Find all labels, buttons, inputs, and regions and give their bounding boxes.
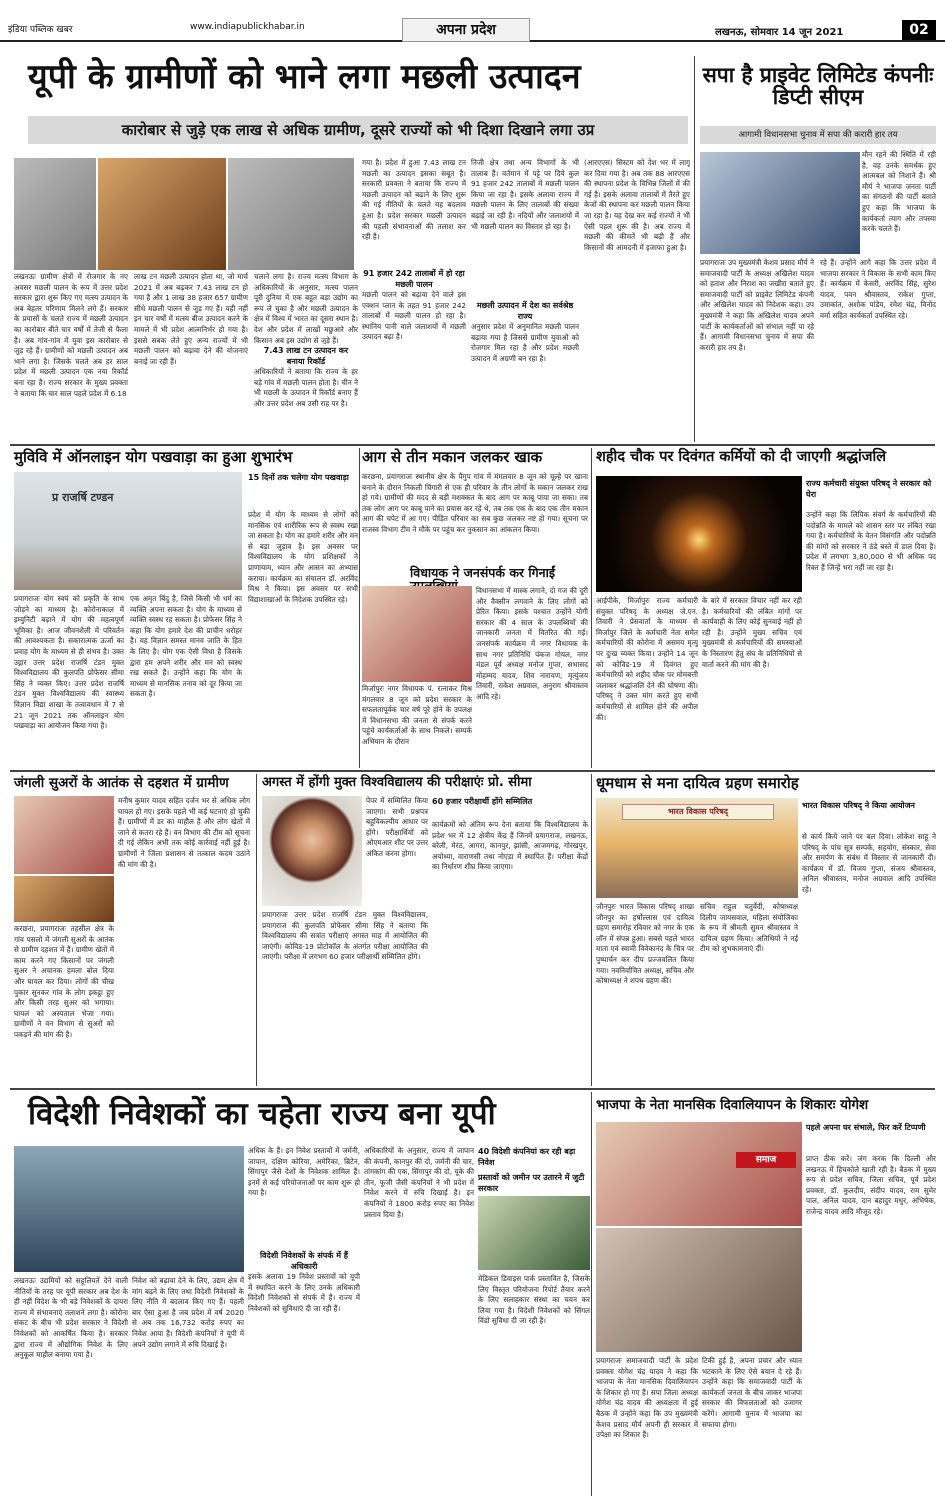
- invest-sub-3: विदेशी निवेशकों के संपर्क में हैं अधिकारी: [259, 1251, 349, 1271]
- bjp-tag: पहले अपना घर संभाले, फिर करें टिप्पणी: [806, 1123, 926, 1132]
- tribute-tag: राज्य कर्मचारी संयुक्त परिषद् ने सरकार को घेरा: [806, 479, 932, 499]
- yoga-col-2: एक अमृत बिंदु है, जिसे किसी भी धर्म का व्यक्ति अपना सकता है। योग के माध्यम से व्यक्ति स्वस्थ रह सकता है। प्रोफेसर सिंह ने कहा कि योग हमारे देश की प्राचीन धरोहर है। यह विज्ञान समस्त मानव जाति के हित के लिए है। योग एक ऐसी विधा है जिसके द्वारा हम अपने शरीर और मन को स्वस्थ रख सकते हैं। उन्होंने कहा कि योग के माध्यम से मानसिक तनाव को दूर किया जा सकता है।: [130, 594, 242, 699]
- fire-headline: आग से तीन मकान जलकर खाक: [362, 448, 543, 466]
- fish-col-1: लखनऊः ग्रामीण क्षेत्रों में रोजगार के नए अवसर मछली पालन के रूप में उत्तर प्रदेश सरकार द्वारा शुरू किए गए मत्स्य उत्पादन के अब बेहतर परिणाम मिलने लगे हैं। सरकार के प्रयासों के चलते राज्य में मछली उत्पादन का कारोबार बीते चार वर्षों में तेजी से फैला है। अब गांव-गांव में युवा इस कारोबार से जुड़ रहे हैं। ग्रामीणों को मछली उत्पादन अब भाने लगा है। जिसके चलते अब हर साल प्रदेश में मछली उत्पादन एक नया रिकॉर्ड बना रहा है। राज्य सरकार के मुख्य प्रवक्ता ने बताया कि चार साल पहले प्रदेश में 6.18: [14, 272, 128, 398]
- column-rule: [591, 1092, 592, 1496]
- column-rule: [256, 774, 257, 1086]
- masthead-url[interactable]: www.indiapublickhabar.in: [190, 22, 305, 32]
- mla-campaign-photo: [362, 586, 472, 682]
- divider: [10, 770, 935, 772]
- factory-production-photo: [14, 1146, 244, 1272]
- masthead-date: लखनऊ, सोमवार 14 जून 2021: [715, 27, 844, 38]
- ceremony-banner: भारत विकास परिषद्: [622, 804, 774, 820]
- fish-sub-5: मछली उत्पादन में देश का सर्वश्रेष्ठ राज्य: [476, 301, 574, 321]
- boars-headline: जंगली सुअरों के आतंक से दहशत में ग्रामीण: [14, 775, 229, 791]
- mla-caption: मिर्जापुरः नगर विधायक पं. रत्नाकर मिश्र मंगलवार 8 जून को प्रदेश सरकार के सफलतापूर्वक चार वर्ष पूरे होने के उपलक्ष में विधानसभा की जनता से संपर्क करने पहुंचे कार्यकर्ताओं के साथ निकले। सम्पर्क अभियान के दौरान: [362, 684, 472, 746]
- sp-col-right: मौन रहने की स्थिति में रही है, वह उनके समर्थक हुए आत्मबल को निशाने हैं। श्री मौर्य ने भाजपा जनता पार्टी का संगठनों की पार्टी बताते हुए कहा कि भाजपा के कार्यकर्ता त्याग और तपस्या करके चलते हैं।: [862, 150, 936, 234]
- party-meeting-photo: [596, 1228, 802, 1352]
- column-rule: [591, 774, 592, 1086]
- tribute-col-right: उन्होंने कहा कि लिपिक संवर्ग के कर्मचारियों की पदोन्नति के मामले को शासन स्तर पर लंबित रखा गया है। कर्मचारियों के वेतन विसंगति और पदोन्नति की मांगों को सरकार ने ठंडे बस्ते में डाल दिया है। प्रदेश में लगभग 3,80,000 से भी अधिक पद रिक्त हैं जिन्हें भरा नहीं जा रहा है।: [806, 510, 936, 572]
- fish-col-4b: मछली पालन को बढ़ावा देने वाले इस एक्शन प्लान के तहत 91 हजार 242 तालाबों में मछली पालन हो रहा है। स्थानिय पानी वाले जलाशयों में मछली उत्पादन बढ़ा है।: [362, 290, 466, 342]
- invest-col-5: मेडिकल डिवाइस पार्क प्रस्तावित है, जिसके लिए विस्तृत परियोजना रिपोर्ट तैयार करने के लिए सलाहकार संस्था का चयन कर लिया गया है। विदेशी निवेशकों को सिंगल विंडो सुविधा दी जा रही है।: [478, 1274, 590, 1326]
- invest-col-2: निवेश को बढ़ावा देने के लिए, उद्यम क्षेत्र में मांग बढ़ने के लिए तथा विदेशी निवेशकों के लिए नीति में बदलाव किए गए हैं। पहली बार ऐसा हुआ है जब प्रदेश में वर्ष 2020 से अब तक 16,732 करोड़ रुपए का निवेश आया है। विदेशी कंपनियों ने यूपी में अपने उद्योग लगाने में रुचि दिखाई है।: [132, 1276, 244, 1349]
- candle-hands-photo: [596, 476, 802, 592]
- page-number: 02: [902, 20, 936, 40]
- fish-col-3b: अधिकारियों ने बताया कि राज्य के हर बड़े गांव में मछली पालन होता है। चीन ने भी मछली के उत्पादन में रिकॉर्ड बनाए हैं और उत्तर प्रदेश अब उसी राह पर है।: [254, 367, 358, 408]
- fish-col-6: (आरएएस) सिस्टम को देश भर में लागू कर दिया गया है। अब तक 88 आरएएस की स्थापना प्रदेश के विभिन्न जिलों में की गई है। इसके अलावा तालाबों में तैरते हुए केजों की स्थापना कर मछली पालन किया जा रहा है। यह देख कर कई राज्यों ने भी ऐसी पहल शुरू की है। अब राज्य में मछली की कीमतें भी बढ़ी हैं और किसानों की आमदनी में इजाफा हुआ है।: [584, 158, 690, 252]
- masthead: [0, 0, 945, 42]
- boars-col-1: करछना, प्रयागराजः तहसील क्षेत्र के गांव पसलो में जंगली सुअरों के आतंक से ग्रामीण दहशत में हैं। ग्रामीण खेतों में काम करने गए किसानों पर जंगली सुअर ने अचानक हमला बोल दिया और घायल कर दिया। लोगों की चीख पुकार सुनकर गांव के लोग इकट्ठा हुए और किसी तरह सुअर को भगाया। घायल को अस्पताल भेजा गया। ग्रामीणों ने वन विभाग से सुअरों को पकड़ने की मांग की है।: [14, 924, 114, 1039]
- exam-body-2: कार्यक्रमों को अंतिम रूप देना बताया कि विश्वविद्यालय के प्रदेश भर में 12 क्षेत्रीय केंद्र हैं जिनमें प्रयागराज, लखनऊ, बरेली, मेरठ, आगरा, कानपुर, झांसी, आजमगढ़, गोरखपुर, अयोध्या, वाराणसी तथा नोएडा में स्थापित हैं। परीक्षा केंद्रों का निर्धारण शीघ्र किया जाएगा।: [432, 820, 588, 872]
- yoga-col-1: प्रयागराजः योग स्वयं को प्रकृति के साथ जोड़ने का माध्यम है। कोरोनाकाल में इम्युनिटी बढ़ाने में योग की महत्वपूर्ण भूमिका है। आज जीवनशैली में परिवर्तन की आवश्यकता है। सकारात्मक ऊर्जा का प्रवाह योग के माध्यम से ही संभव है। उक्त उद्गार उत्तर प्रदेश राजर्षि टंडन मुक्त विश्वविद्यालय की कुलपति प्रोफेसर सीमा सिंह ने व्यक्त किए। उत्तर प्रदेश राजर्षि टंडन मुक्त विश्वविद्यालय की स्वास्थ्य विज्ञान विद्या शाखा के तत्वावधान में 7 से 21 जून 2021 तक ऑनलाइन योग पखवाड़ा का आयोजन किया गया है।: [14, 594, 124, 731]
- yoga-col-3: प्रदेश में योग के माध्यम से लोगों को मानसिक एवं शारीरिक रूप से स्वस्थ रखा जा सकता है। योग का हमारे शरीर और मन से बड़ा जुड़ाव है। इस अवसर पर विश्वविद्यालय के योग प्रशिक्षकों ने प्राणायाम, ध्यान और आसन का अभ्यास कराया। कार्यक्रम का संचालन डॉ. अरविंद मिश्र ने किया। इस अवसर पर सभी विद्याशाखाओं के निदेशक उपस्थित रहे।: [248, 510, 358, 604]
- ceremony-body-2: सचिव राहुल चतुर्वेदी, कोषाध्यक्ष दिलीप जायसवाल, महिला संयोजिका के रूप में श्रीमती सुमन श्रीवास्तव ने दायित्व ग्रहण किया। अतिथियों ने नई टीम को शुभकामनाएं दीं।: [700, 902, 798, 954]
- invest-tag-2: प्रस्तावों को जमीन पर उतारने में जुटी सरकार: [478, 1173, 585, 1193]
- fish-sub-4: 91 हजार 242 तालाबों में हो रहा मछली पालन: [363, 269, 465, 289]
- section-title: अपना प्रदेश: [402, 18, 530, 42]
- sp-body-2: रहे हैं। उन्होंने आगे कहा कि उत्तर प्रदेश में भाजपा सरकार ने विकास के सभी काम किए हैं। कार्यक्रम में केसरी, अरविंद सिंह, सुरेश यादव, पवन श्रीवास्तव, राकेश गुप्ता, उमाकांत, अशोक पांडेय, रमेश चंद्र, विनोद वर्मा सहित कार्यकर्ता उपस्थित रहे।: [820, 258, 936, 320]
- divider: [10, 444, 935, 446]
- mla-headline: विधायक ने जनसंपर्क कर गिनाईं: [410, 565, 555, 580]
- column-rule: [359, 448, 360, 768]
- invest-tag-1: 40 विदेशी कंपनियां कर रही बड़ा निवेश: [478, 1147, 576, 1167]
- vice-chancellor-portrait: [262, 796, 362, 906]
- mla-body: विधानसभा में मास्क लगाने, दो गज की दूरी और वैक्सीन लगवाने के लिए लोगों को प्रेरित किया। इसके पश्चात उन्होंने योगी सरकार की 4 साल के उपलब्धियों की जानकारी जनता में वितरित की गई। जनसंपर्क कार्यक्रम में नगर विधायक के साथ नगर प्रतिनिधि पंकज गोयल, नगर मंडल पूर्व अध्यक्ष मनोज गुप्ता, सभासद मोहम्मद यादव, शिव नारायण, मृत्युंजय तिवारी, राकेश अग्रवाल, अनुराग श्रीवास्तव आदि रहे।: [476, 586, 588, 701]
- invest-col-4: अधिकारियों के अनुसार, राज्य में जापान की कंपनी, कानपुर की दो, जर्मनी की चार, तांगकांग की एक, सिंगापुर की दो, यूके की तीन, फूजी जैसी कंपनियों ने भी प्रदेश में निवेश करने में रुचि दिखाई है। इन कंपनियों ने 1800 करोड़ रुपए का निवेश प्रस्ताव दिया है।: [364, 1146, 474, 1219]
- divider: [10, 1088, 935, 1090]
- ceremony-headline: धूमधाम से मना दायित्व ग्रहण समारोह: [596, 774, 799, 792]
- bjp-col-right: प्राप्त ठीक करें। जंग करक कि दिल्ली और लखनऊ में हिचकोले खाती रही है। बैठक में मुख्य रूप से प्रदेश सचिव, जिला सचिव, पूर्व प्रदेश प्रवक्ता, डॉ. कुलदीप, संदीप यादव, राम सुमेर पाल, अनिल यादव, दान बहादुर मधुर, अभिषेक, राजेन्द्र यादव आदि मौजूद रहे।: [806, 1154, 936, 1216]
- fish-col-4: गया है। प्रदेश में हुआ 7.43 लाख टन मछली का उत्पादन इसका सबूत है। सरकारी प्रवक्ता ने बताया कि राज्य में मछली उत्पादन को बढ़ाने के लिए शुरू की गई नीतियों के चलते यह बदलाव हुआ है। प्रदेश सरकार मछली उत्पादन की पहली संभावनाओं की तलाश कर रही है।: [362, 158, 466, 242]
- sp-meeting-photo: [700, 152, 860, 254]
- tribute-body: आईपीके, मिर्जापुरः राज्य कर्मचारी संयुक्त परिषद् के अध्यक्ष जे.एन. तिवारी ने प्रेसवार्ता के माध्यम से मिर्जापुर जिले के कर्मचारी नेता समेत कर्मचारियों की कोरोना में असमय मृत्यु पर दुःख व्यक्त किया। उन्होंने 14 जून को कोविड-19 में दिवंगत हुए कर्मचारियों को शहीद चौक पर मोमबत्ती जलाकर श्रद्धांजलि देने की घोषणा की। परिषद् ने उक्त मांग करते हुए सभी कर्मचारियों से शामिल होने की अपील की।: [596, 596, 698, 722]
- fish-sub-3: 7.43 लाख टन उत्पादन कर बनाया रिकॉर्ड: [263, 346, 349, 366]
- fish-headline: यूपी के ग्रामीणों को भाने लगा मछली उत्पादन: [28, 57, 581, 97]
- injured-man-photo: [14, 796, 114, 874]
- invest-col-3b: इसके अलावा 19 निवेश प्रस्तावों को यूपी में स्थापित करने के लिए उनके अधिकारी विदेशी निवेशकों से संपर्क में हैं। राज्य में निवेशकों को सुविधाएं दी जा रही हैं।: [248, 1272, 360, 1313]
- fish-col-5: निजी क्षेत्र तथा अन्य विभागों के भी तालाब हैं। वर्तमान में पट्टे पर दिये कुल 91 हजार 242 तालाबों में मछली पालन किया जा रहा है। इसके अलावा राज्य में मछली पालन के लिए तालाबों की संख्या बढ़ाई जा रही है। नदियों और जलाशयों में भी मछली पालन का विस्तार हो रहा है।: [471, 158, 579, 231]
- boars-col-2: मनीष कुमार यादव सहित दर्जन भर से अधिक लोग घायल हो गए। इसके पहले भी कई घटनाएं हो चुकी हैं। ग्रामीणों में डर का माहौल है और लोग खेतों में जाने से कतरा रहे हैं। वन विभाग की टीम को सूचना दी गई लेकिन अभी तक कोई कार्रवाई नहीं हुई है। ग्रामीणों ने जिला प्रशासन से तत्काल कदम उठाने की मांग की है।: [118, 796, 250, 869]
- exam-headline: अगस्त में होंगी मुक्त विश्वविद्यालय की परीक्षाएंः प्रो. सीमा: [262, 775, 532, 790]
- sp-subheadline: आगामी विधानसभा चुनाव में सपा की करारी हार तय: [700, 126, 936, 144]
- ceremony-photo: [596, 798, 798, 898]
- tribute-headline: शहीद चौक पर दिवंगत कर्मियों को दी जाएगी श्रद्धांजलि: [596, 449, 887, 465]
- bjp-body-2: टिकी हुई है, अपना प्रचार और ध्यान भटकाने के लिए ऐसे बयान दे रहे हैं। उन्होंने कहा कि समाजवादी पार्टी के कार्यकर्ता जनता के बीच जाकर भाजपा सरकार की विफलताओं को उजागर करेंगे। आगामी चुनाव में भाजपा का सफाया होगा।: [702, 1356, 802, 1429]
- tribute-body-2: के बारे में सरकार विचार नहीं कर रही है। कर्मचारियों की लंबित मांगों पर कार्यवाही के लिए कोई सुनवाई नहीं हो रही है। उन्होंने मुख्य सचिव एवं मुख्यमंत्री से कर्मचारियों की समस्याओं के निस्तारण हेतु संघ के प्रतिनिधियों से वार्ता करने की मांग की है।: [702, 596, 802, 669]
- university-gate-photo: [14, 472, 242, 590]
- exam-col-side: पेपर में सम्मिलित किया जाएगा। सभी प्रश्नपत्र बहुविकल्पीय आधार पर होंगे। परीक्षार्थियों को ओएमआर शीट पर उत्तर अंकित करना होगा।: [366, 796, 428, 858]
- sp-body: प्रयागराजः उप मुख्यमंत्री केशव प्रसाद मौर्य ने समाजवादी पार्टी के अध्यक्ष अखिलेश यादव को हताश और निराश का जखीरा बताते हुए समाजवादी पार्टी को प्राइवेट लिमिटेड कंपनी और अखिलेश यादव को निदेशक कहा। उप मुख्यमंत्री ने कहा कि अखिलेश यादव अपने पार्टी के कार्यकर्ताओं को संभाल नहीं पा रहे हैं। आगामी विधानसभा चुनाव में सपा की करारी हार तय है।: [700, 258, 814, 352]
- invest-headline: विदेशी निवेशकों का चहेता राज्य बना यूपी: [28, 1096, 496, 1132]
- fish-pile-photo: [14, 158, 96, 270]
- party-banner: समाज: [736, 1152, 796, 1168]
- injured-person-photo: [14, 876, 114, 922]
- investment-coins-graphic: [478, 1196, 590, 1270]
- sp-headline: सपा है प्राइवेट लिमिटेड कंपनीः डिप्टी सीएम: [702, 63, 934, 110]
- invest-col-1: लखनऊः उद्यमियों को सहूलियतें देने वाली नीतियों के तरह पर यूपी सरकार अब देश के ही नहीं विदेश के भी बड़े निवेशकों के दायरा राज्य में संभावनाएं तलाशने लगा है। कोरोना संकट के बीच भी प्रदेश सरकार ने विदेशी निवेशकों को आकर्षित किया है। सरकार द्वारा राज्य में औद्योगिक निवेश के लिए अनुकूल माहौल बनाया गया है।: [14, 1276, 128, 1360]
- fish-hand-photo: [98, 158, 226, 270]
- gate-signboard: प्र राजर्षि टण्डन: [52, 491, 114, 504]
- invest-col-3: अधिक के हैं। इन निवेश प्रस्तावों में जर्मनी, जापान, दक्षिण कोरिया, अमेरिका, ब्रिटेन, सिंगापुर जैसे देशों के निवेशक शामिल हैं। इनमें से कई परियोजनाओं पर काम शुरू हो गया है।: [248, 1146, 360, 1198]
- exam-body: प्रयागराजः उत्तर प्रदेश राजर्षि टंडन मुक्त विश्वविद्यालय, प्रयागराज की कुलपति प्रोफेसर सीमा सिंह ने बताया कि विश्वविद्यालय की सत्रांत परीक्षाएं अगस्त माह में आयोजित की जाएंगी। कोविड-19 प्रोटोकॉल के अंतर्गत परीक्षा आयोजित की जाएगी। परीक्षा में लगभग 60 हजार परीक्षार्थी सम्मिलित होंगे।: [262, 910, 428, 962]
- fish-col-5b: अनुसार प्रदेश में अनुमानित मछली पालन बढ़ाया गया है जिससे ग्रामीण युवाओं को रोजगार मिल रहा है और प्रदेश मछली उत्पादन में अग्रणी बन रहा है।: [471, 322, 579, 363]
- exam-tag: 60 हजार परीक्षार्थी होंगे सम्मिलित: [432, 797, 533, 806]
- fish-col-3: चलाने लगा है। राज्य मत्स्य विभाग के अधिकारियों के अनुसार, मत्स्य पालन पूरी दुनिया में एक बहुत बड़ा उद्योग का रूप ले चुका है और मछली उत्पादन के क्षेत्र में विश्व में भारत का दूसरा स्थान है। देश और प्रदेश में लाखों मछुआरे और किसान अब इस उद्योग से जुड़े हैं।: [254, 272, 358, 344]
- ceremony-body: जौनपुरः भारत विकास परिषद् शाखा जौनपुर का हर्षोल्लास एवं दायित्व ग्रहण समारोह रविवार को नगर के एक लॉन में संपन्न हुआ। सबसे पहले भारत माता एवं स्वामी विवेकानंद के चित्र पर पुष्पार्चन कर दीप प्रज्जवलित किया गया। नवनिर्वाचित अध्यक्ष, सचिव और कोषाध्यक्ष ने शपथ ग्रहण की।: [596, 902, 694, 986]
- yoga-tag: 15 दिनों तक चलेगा योग पखवाड़ा: [248, 473, 349, 482]
- column-rule: [591, 448, 592, 768]
- ceremony-tag: भारत विकास परिषद् ने किया आयोजन: [802, 801, 915, 810]
- fish-col-2: लाख टन मछली उत्पादन होता था, जो मार्च 2021 में अब बढ़कर 7.43 लाख टन हो गया है और 1 लाख 38 हजार 657 ग्रामीण सीधे मछली पालन से जुड़ गए हैं। यही नहीं इन चार वर्षों में मत्स्य बीज उत्पादन करने के मामले में भी प्रदेश आत्मनिर्भर हो गया है। इससे सबक लेते हुए अन्य राज्यों में भी मछली पालन को बढ़ावा देने की योजनाएं बनाई जा रही हैं।: [134, 272, 248, 366]
- fire-body: करछना, प्रयागराजः स्थानीय क्षेत्र के पैगुप गांव में मंगलवार 8 जून को चूल्हे पर खाना बनाने के दौरान निकली चिंगारी से एक ही परिवार के तीन लोगों के मकान जलकर राख हो गये। ग्रामीणों की मदद से बड़ी मशक्कत के बाद आग पर काबू पाया जा सका। तब तक लोग आग पर काबू पाने का प्रयास कर रहे थे, तब तक एक के बाद एक तीन मकान आग की चपेट में आ गए। पीड़ित परिवार का सब कुछ जलकर नष्ट हो गया। सूचना पर राजस्व विभाग टीम ने मौके पर पहुंच कर नुकसान का आंकलन किया।: [362, 472, 588, 534]
- fishermen-photo: [228, 158, 354, 270]
- masthead-left: इंडिया पब्लिक खबर: [8, 25, 73, 35]
- bjp-headline: भाजपा के नेता मानसिक दिवालियापन के शिकारः योगेश: [596, 1097, 869, 1113]
- sp-press-photo: [596, 1122, 802, 1226]
- bjp-body: प्रयागराजः समाजवादी पार्टी के प्रदेश प्रवक्ता योगेश चंद्र यादव ने कहा कि भाजपा के नेता मानसिक दिवालियापन के शिकार हो गए हैं। सपा जिला अध्यक्ष योगेश चंद्र यादव की अध्यक्षता में हुई बैठक में उन्होंने कहा कि उप मुख्यमंत्री केशव प्रसाद मौर्य अपनी ही सरकार में उपेक्षा का शिकार हैं।: [596, 1356, 698, 1440]
- fish-subheadline: कारोबार से जुड़े एक लाख से अधिक ग्रामीण, दूसरे राज्यों को भी दिशा दिखाने लगा उप्र: [28, 116, 688, 144]
- ceremony-col-right: से कार्य किये जाने पर बल दिया। लोकेश साहू ने परिषद् के पांच सूत्र सम्पर्क, सहयोग, संस्कार, सेवा और समर्पण के संबंध में विस्तार से जानकारी दी। कार्यक्रम में डॉ. विजय गुप्ता, संजय श्रीवास्तव, अनिल श्रीवास्तव, मनोज अग्रवाल आदि उपस्थित रहे।: [802, 832, 936, 894]
- yoga-headline: मुविवि में ऑनलाइन योग पखवाड़ा का हुआ शुभारंभ: [14, 448, 293, 466]
- column-rule: [694, 56, 695, 442]
